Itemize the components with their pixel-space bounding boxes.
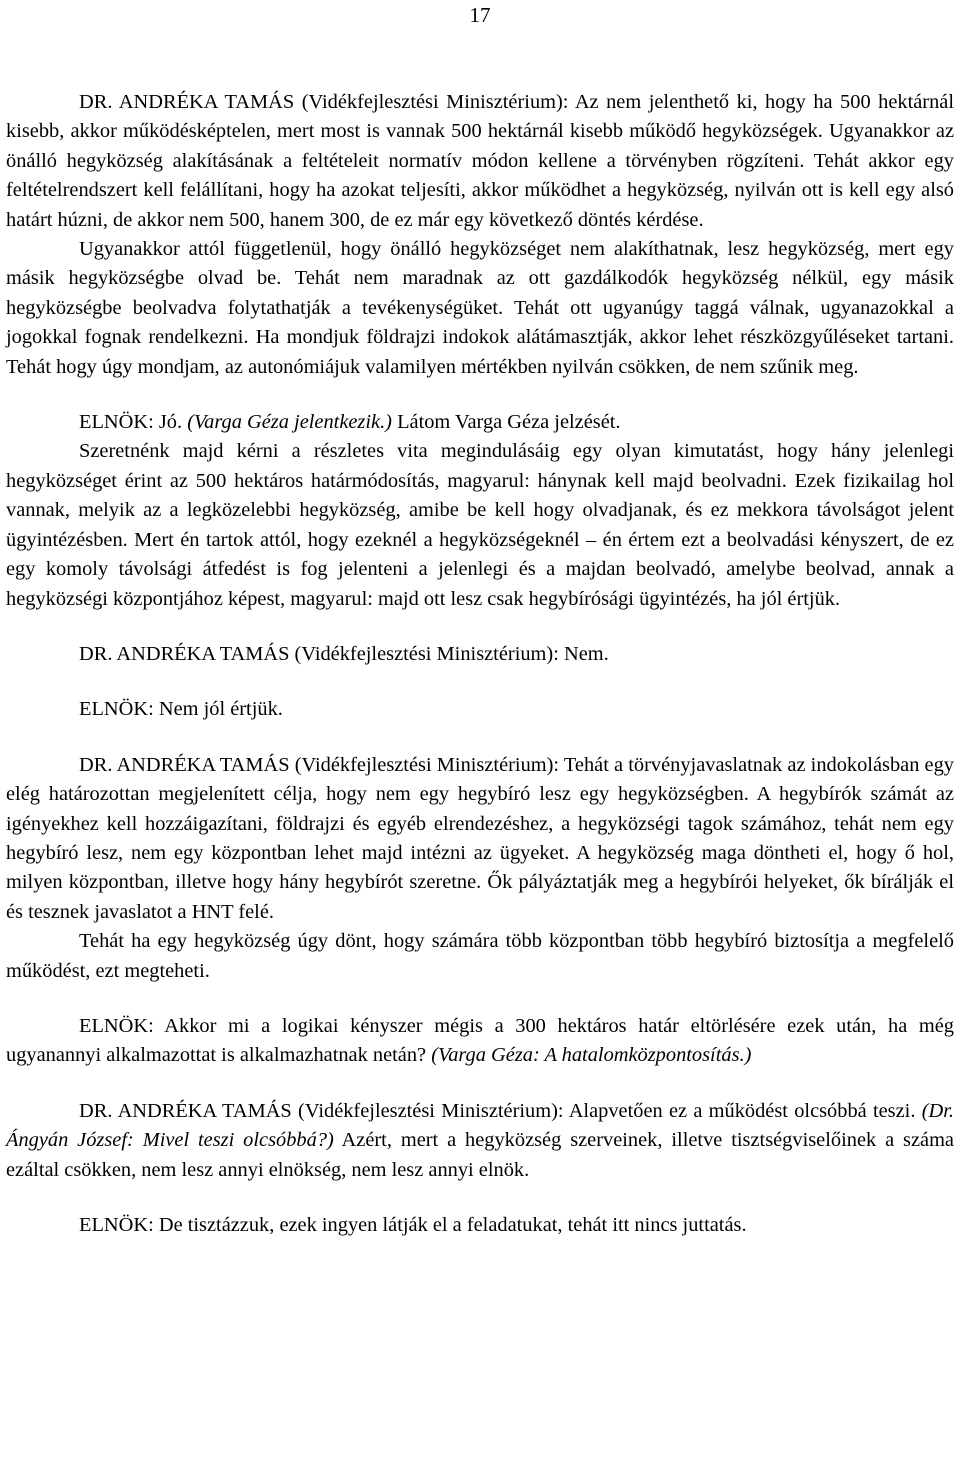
paragraph-text: DR. ANDRÉKA TAMÁS (Vidékfejlesztési Minisztérium): Alapvetően ez a működést olcsóbbá teszi.: [79, 1099, 922, 1122]
paragraph-text: ELNÖK: De tisztázzuk, ezek ingyen látják el a feladatukat, tehát itt nincs juttatás.: [79, 1214, 747, 1236]
document-body: [6, 88, 954, 1240]
paragraph: [6, 695, 954, 724]
paragraph-text: ELNÖK: Nem jól értjük.: [79, 698, 283, 721]
italic-remark: (Varga Géza jelentkezik.): [187, 411, 392, 434]
paragraph: [6, 408, 954, 437]
paragraph: [6, 437, 954, 613]
paragraph: [6, 927, 954, 986]
paragraph-text: Azért, mert a hegyközség szerveinek, illetve tisztségviselőinek a száma ezáltal csökken, nem lesz annyi elnökség, nem lesz annyi elnök.: [6, 1129, 954, 1181]
paragraph-text: ELNÖK: Akkor mi a logikai kényszer mégis a 300 hektáros határ eltörlésére ezek után, ha még ugyanannyi alkalmazottat is alkalmazhatnak netán?: [6, 1014, 954, 1067]
paragraph: [6, 1211, 954, 1240]
paragraph-text: DR. ANDRÉKA TAMÁS (Vidékfejlesztési Minisztérium): Az nem jelenthető ki, hogy ha 500 hektárnál kisebb, akkor működésképtelen, mert most is vannak 500 hektárnál kisebb működő hegyközségek. Ugyanakkor az önálló hegyközség alakításának a feltételeit normatív módon kellene a törvényben rögzíteni. Tehát akkor egy feltételrendszert kell felállítani, hogy ha azokat teljesíti, akkor működhet a hegyközség, nyilván ott is kell egy alsó határt húzni, de akkor nem 500, hanem 300, de ez már egy következő döntés kérdése.: [6, 91, 954, 231]
italic-remark: (Dr. Ángyán József: Mivel teszi olcsóbbá?): [6, 1099, 954, 1152]
paragraph-text: DR. ANDRÉKA TAMÁS (Vidékfejlesztési Minisztérium): Tehát a törvényjavaslatnak az indokolásban egy elég határozottan megjelenített célja, hogy nem egy hegybíró lesz egy hegyközségben. A hegybírók számát az igényekhez kell hozzáigazítani, földrajzi és egyéb elrendezéshez, a hegyközségi tagok számához, tehát nem egy hegybíró lesz, nem egy központban lehet majd intézni az ügyeket. A hegyközség maga döntheti el, hogy ő hol, milyen központban, illetve hogy hány hegybírót szeretne. Ők pályáztatják meg a hegybírói helyeket, ők bírálják el és tesznek javaslatot a HNT felé.: [6, 753, 954, 923]
paragraph: [6, 235, 954, 382]
paragraph: [6, 751, 954, 927]
page-number: 17: [469, 3, 491, 27]
paragraph-text: Tehát ha egy hegyközség úgy dönt, hogy számára több központban több hegybíró biztosítja a megfelelő működést, ezt megteheti.: [6, 930, 954, 982]
paragraph-text: Látom Varga Géza jelzését.: [391, 411, 621, 434]
paragraph: [6, 640, 954, 669]
italic-remark: (Varga Géza: A hatalomközpontosítás.): [431, 1044, 752, 1067]
paragraph-text: ELNÖK: Jó.: [79, 411, 188, 434]
paragraph: [6, 1097, 954, 1185]
paragraph: [6, 88, 954, 235]
paragraph-text: DR. ANDRÉKA TAMÁS (Vidékfejlesztési Minisztérium): Nem.: [79, 642, 609, 665]
paragraph-text: Ugyanakkor attól függetlenül, hogy önálló hegyközséget nem alakíthatnak, lesz hegyközség, mert egy másik hegyközségbe olvad be. Tehát nem maradnak az ott gazdálkodók hegyközség nélkül, egy másik hegyközségbe beolvadva folytathatják a tevékenységüket. Tehát ott ugyanúgy taggá válnak, ugyanazokkal a jogokkal fognak rendelkezni. Ha mondjuk földrajzi indokok alátámasztják, akkor lehet részközgyűléseket tartani. Tehát hogy úgy mondjam, az autonómiájuk valamilyen mértékben nyilván csökken, de nem szűnik meg.: [6, 238, 954, 378]
paragraph: [6, 1012, 954, 1071]
paragraph-text: Szeretnénk majd kérni a részletes vita megindulásáig egy olyan kimutatást, hogy hány jelenlegi hegyközséget érint az 500 hektáros határmódosítás, magyarul: hánynak kell majd beolvadni. Ezek fizikailag hol vannak, melyik az a legközelebbi hegyközség, amibe be kell hogy olvadjanak, és ez mekkora távolságot jelent ügyintézésben. Mert én tartok attól, hogy ezeknél a hegyközségeknél – én értem ezt a beolvadási kényszert, de ez egy komoly távolsági átfedést is fog jelenteni a jelenlegi és a majdan beolvadó, amelybe beolvad, annak a hegyközségi központjához képest, magyarul: majd ott lesz csak hegybírósági ügyintézés, ha jól értjük.: [6, 440, 954, 610]
